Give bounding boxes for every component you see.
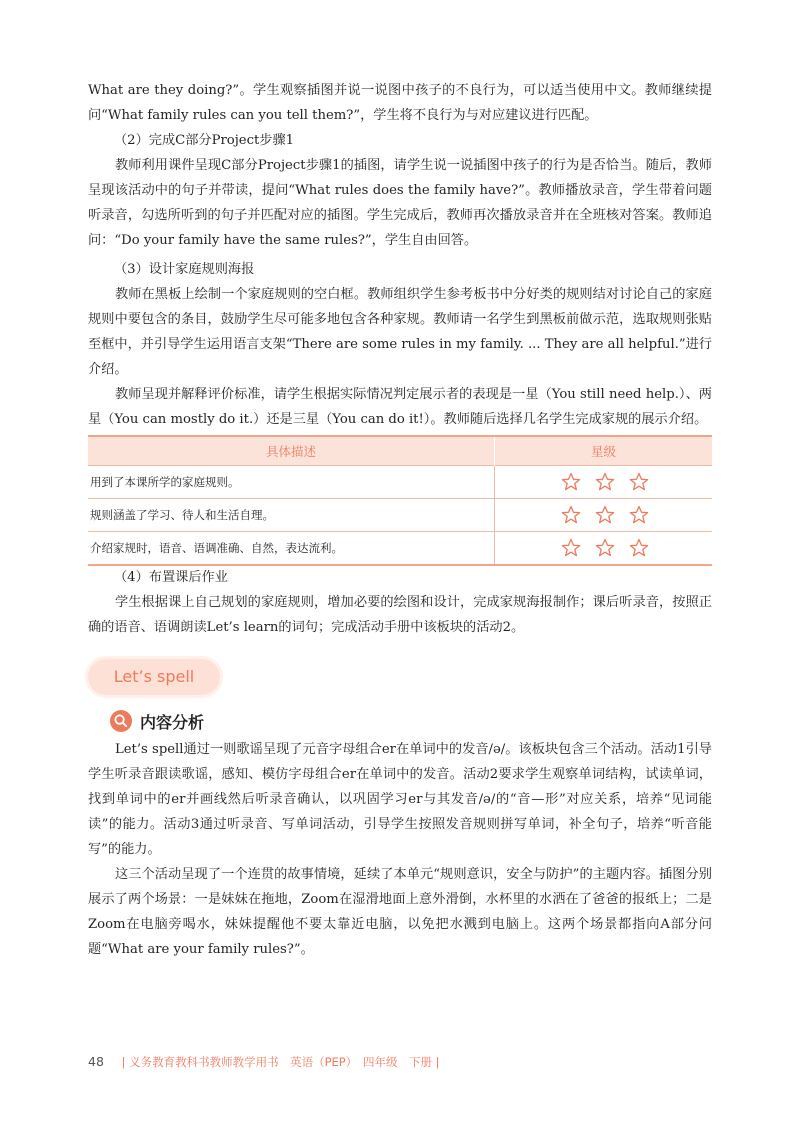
row-description: 用到了本课所学的家庭规则。 (88, 466, 495, 499)
star-icon[interactable] (561, 505, 581, 525)
row-stars (495, 466, 713, 499)
header-rating: 星级 (495, 436, 713, 466)
paragraph-step-2: 教师利用课件呈现C部分Project步骤1的插图，请学生说一说插图中孩子的行为是否恰当。随后，教师呈现该活动中的句子并带读，提问“What rules does the family have?”。教师播放录音，学生带着问题听录音，勾选所听到的句子并匹配对应的插图。学生完成后，教师再次播放录音并在全班核对答案。教师追问：“Do your family have the same rules?”，学生自由回答。 (88, 158, 712, 248)
step-4-title: （4）布置课后作业 (114, 570, 228, 585)
star-icon[interactable] (595, 505, 615, 525)
star-icon[interactable] (595, 538, 615, 558)
star-icon[interactable] (561, 472, 581, 492)
step-2-title: （2）完成C部分Project步骤1 (114, 133, 295, 148)
paragraph-intro: What are they doing?”。学生观察插图并说一说图中孩子的不良行为，可以适当使用中文。教师继续提问“What family rules can you tell them?”，学生将不良行为与对应建议进行匹配。 (88, 83, 712, 123)
star-icon[interactable] (595, 472, 615, 492)
table-row (88, 466, 712, 499)
paragraph-analysis-2: 这三个活动呈现了一个连贯的故事情境，延续了本单元“规则意识，安全与防护”的主题内容。插图分别展示了两个场景：一是妹妹在拖地，Zoom在湿滑地面上意外滑倒，水杯里的水洒在了爸爸的报纸上；二是Zoom在电脑旁喝水，妹妹提醒他不要太靠近电脑，以免把水溅到电脑上。这两个场景都指向A部分问题“What are your family rules?”。 (88, 867, 712, 957)
magnifier-icon (110, 710, 132, 732)
page-number: 48 (88, 1054, 104, 1069)
table-row (88, 499, 712, 532)
page-footer (88, 1052, 440, 1072)
star-icon[interactable] (629, 505, 649, 525)
paragraph-homework: 学生根据课上自己规划的家庭规则，增加必要的绘图和设计，完成家规海报制作；课后听录音，按照正确的语音、语调朗读Let’s learn的词句；完成活动手册中该板块的活动2。 (88, 595, 712, 635)
footer-book-title: | 义务教育教科书教师教学用书 英语（PEP） 四年级 下册 | (121, 1055, 440, 1069)
table-row (88, 532, 712, 566)
star-icon[interactable] (629, 538, 649, 558)
rating-table (88, 435, 712, 566)
paragraph-analysis-1: Let’s spell通过一则歌谣呈现了元音字母组合er在单词中的发音/ə/。该板块包含三个活动。活动1引导学生听录音跟读歌谣，感知、模仿字母组合er在单词中的发音。活动2要求学生观察单词结构，试读单词，找到单词中的er并画线然后听录音确认，以巩固学习er与其发音/ə/的“音—形”对应关系，培养“见词能读”的能力。活动3通过听录音、写单词活动，引导学生按照发音规则拼写单词，补全句子，培养“听音能写”的能力。 (88, 742, 712, 857)
step-3-title: （3）设计家庭规则海报 (114, 262, 255, 277)
header-description: 具体描述 (88, 436, 495, 466)
rating-table-header (88, 436, 712, 466)
row-description: 规则涵盖了学习、待人和生活自理。 (88, 499, 495, 532)
subhead-content-analysis (110, 708, 204, 734)
subhead-title: 内容分析 (140, 712, 205, 732)
row-stars (495, 532, 713, 566)
star-icon[interactable] (629, 472, 649, 492)
row-stars (495, 499, 713, 532)
star-icon[interactable] (561, 538, 581, 558)
row-description: 介绍家规时，语音、语调准确、自然，表达流利。 (88, 532, 495, 566)
section-label-lets-spell: Let’s spell (88, 659, 220, 695)
paragraph-rating-criteria: 教师呈现并解释评价标准，请学生根据实际情况判定展示者的表现是一星（You still need help.）、两星（You can mostly do it.）还是三星（You can do it!）。教师随后选择几名学生完成家规的展示介绍。 (88, 387, 712, 427)
paragraph-step-3: 教师在黑板上绘制一个家庭规则的空白框。教师组织学生参考板书中分好类的规则结对讨论自己的家庭规则中要包含的条目，鼓励学生尽可能多地包含各种家规。教师请一名学生到黑板前做示范，选取规则张贴至框中，并引导学生运用语言支架“There are some rules in my family. ... They are all helpful.”进行介绍。 (88, 287, 712, 377)
